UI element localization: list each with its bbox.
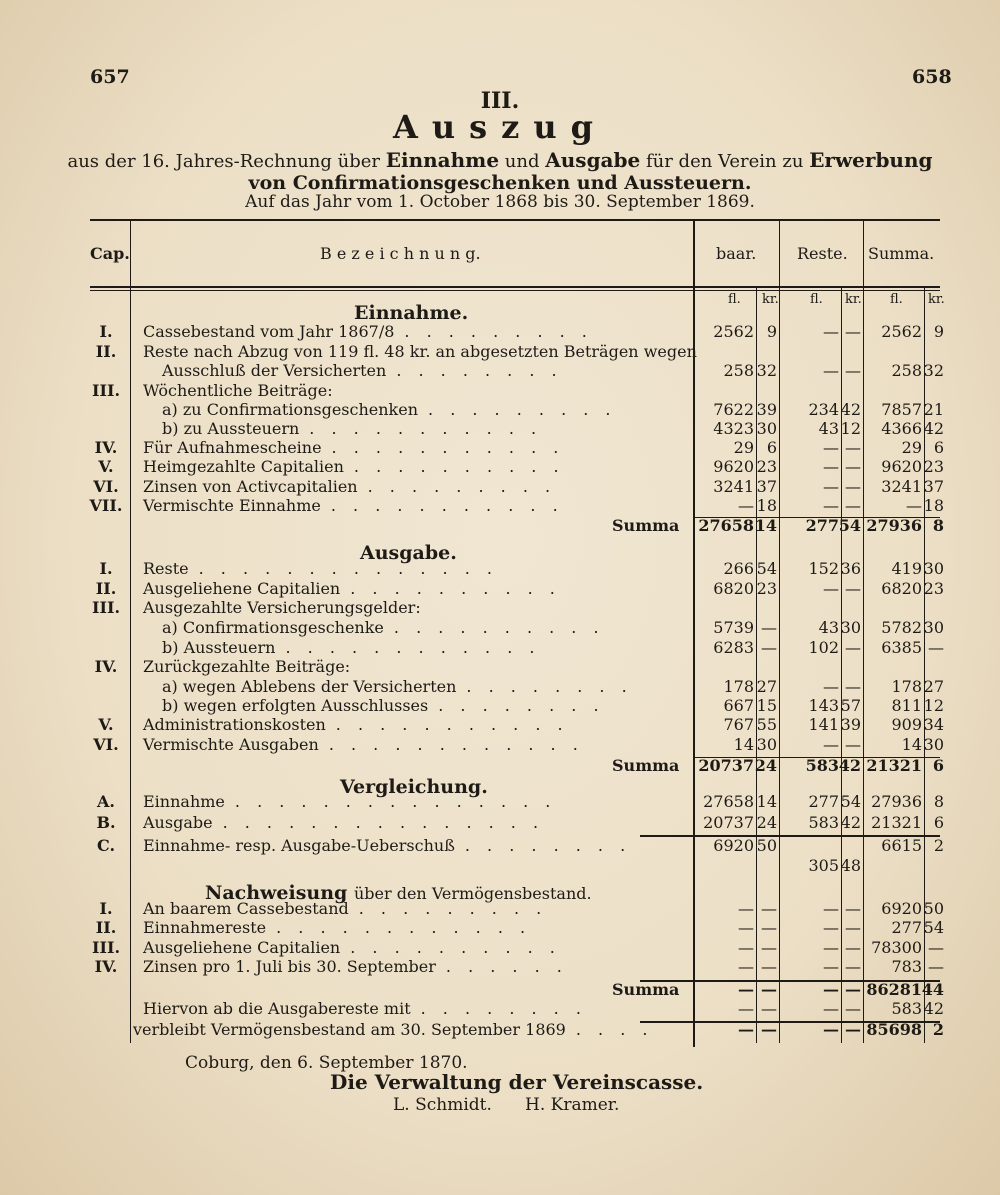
row-leader-dots: . . . . . . . . . . . . [276,918,532,937]
amount-b-fl: 14 [733,735,754,754]
row-leader-dots: . . . . . . . . . . . . . . [198,559,498,578]
amount-r-kr: — [845,496,861,515]
organisation: Die Verwaltung der Vereinscasse. [330,1070,704,1094]
amount-b-kr: 32 [756,361,777,380]
amount-b-kr: — [761,899,777,918]
row-cap: III. [91,938,121,957]
nachweisung-rest: über den Vermögensbestand. [353,884,592,903]
amount-b-kr: 14 [754,516,777,535]
row-label: Cassebestand vom Jahr 1867/8 [143,322,395,341]
amount-b-kr: 55 [756,715,777,734]
unit-baar-kr: kr. [762,292,779,307]
col-line-summa [863,221,864,1043]
amount-s-kr: 8 [932,516,944,535]
amount-r-fl: — [823,899,839,918]
row-leader-dots: . . . . [575,1020,654,1039]
row-label: Ausgeliehene Capitalien [143,579,341,598]
amount-s-fl: 29 [901,438,922,457]
amount-s-kr: 8 [933,792,944,811]
subtitle-line-1 [0,148,1000,172]
amount-r-fl: 102 [808,638,839,657]
unit-baar-fl: fl. [728,292,741,307]
amount-b-fl: 5739 [713,618,754,637]
amount-b-kr: 18 [756,496,777,515]
amount-r-fl: — [823,938,839,957]
amount-r-fl: — [823,980,839,999]
row-label: Wöchentliche Beiträge: [143,381,333,400]
amount-r-kr: 12 [840,419,861,438]
amount-b-kr: 54 [756,559,777,578]
col-line-cap [130,221,131,1043]
amount-s-kr: 54 [923,918,944,937]
amount-s-fl: 4366 [881,419,922,438]
amount-r-kr: — [845,322,861,341]
amount-r-kr: 42 [840,813,861,832]
amount-s-fl: 2562 [881,322,922,341]
amount-b-kr: 24 [754,756,777,775]
amount-b-fl: 3241 [713,477,754,496]
amount-s-fl: 277 [891,918,922,937]
amount-b-fl: — [738,957,754,976]
amount-r-kr: 39 [840,715,861,734]
signature-schmidt: L. Schmidt. [393,1095,492,1115]
amount-r-fl: 234 [808,400,839,419]
amount-s-fl: 6820 [881,579,922,598]
amount-b-fl: 27658 [698,516,754,535]
amount-b-kr: — [761,918,777,937]
amount-s-kr: 50 [923,899,944,918]
amount-b-kr: 9 [766,322,777,341]
place-date: Coburg, den 6. September 1870. [185,1053,468,1073]
amount-b-fl: 7622 [713,400,754,419]
row-label: Reste [143,559,189,578]
amount-s-fl: 9620 [881,457,922,476]
summa-label: Summa [612,516,680,535]
row-leader-dots: . . . . . . . . . . . . . . . [234,792,557,811]
row-label: verbleibt Vermögensbestand am 30. September 1869 [133,1020,566,1039]
row-cap: IV. [94,438,118,457]
row-leader-dots: . . . . . . . . . [358,899,548,918]
amount-b-kr: 30 [756,419,777,438]
amount-b-fl: 6820 [713,579,754,598]
row-label: Hiervon ab die Ausgabereste mit [143,999,411,1018]
row-label: Zinsen pro 1. Juli bis 30. September [143,957,436,976]
row-leader-dots: . . . . . . . . . . . . [328,735,584,754]
row-label: Zinsen von Activcapitalien [143,477,358,496]
signature-kramer: H. Kramer. [525,1095,620,1115]
header-cap: Cap. [90,244,130,263]
amount-r-kr: — [845,999,861,1018]
amount-s-fl: 14 [901,735,922,754]
row-leader-dots: . . . . . . . . . . . . [285,638,541,657]
nachweisung-title: Nachweisung [205,882,348,904]
amount-s-fl: 178 [891,677,922,696]
amount-b-kr: 24 [756,813,777,832]
amount-s-kr: — [928,957,944,976]
amount-b-kr: 39 [756,400,777,419]
row-leader-dots: . . . . . . . . . [404,322,593,341]
amount-r-kr: — [845,579,861,598]
row-leader-dots: . . . . . . . . . . . [335,715,569,734]
amount-r-fl: 43 [818,618,839,637]
summa-label: Summa [612,980,680,999]
unit-reste-kr: kr. [845,292,862,307]
row-cap: IV. [94,957,118,976]
amount-r-kr: 30 [840,618,861,637]
amount-b-kr: 14 [756,792,777,811]
row-cap: I. [99,559,113,578]
row-leader-dots: . . . . . . . . [464,836,632,855]
amount-r-fl: 143 [808,696,839,715]
amount-r-kr: — [845,980,861,999]
amount-s-fl: — [906,496,922,515]
amount-b-kr: — [761,957,777,976]
row-leader-dots: . . . . . . . . . [428,400,617,419]
row-cap: VII. [89,496,123,515]
row-label: b) zu Aussteuern [162,419,300,438]
table-top-rule [90,219,940,221]
amount-s-fl: 27936 [871,792,922,811]
row-leader-dots: . . . . . . . . [438,696,605,715]
amount-r-kr: — [845,361,861,380]
amount-r-fl: — [823,477,839,496]
row-cap: V. [98,715,114,734]
amount-s-kr: 2 [933,836,944,855]
row-cap: II. [95,579,117,598]
row-leader-dots: . . . . . . . . . . [350,579,561,598]
amount-s-fl: 909 [891,715,922,734]
amount-b-fl: 6920 [713,836,754,855]
subtitle-und: und [504,151,540,172]
row-label: a) Confirmationsgeschenke [162,618,384,637]
amount-r-kr: — [845,477,861,496]
row-label: Ausgezahlte Versicherungsgelder: [143,598,421,617]
subtitle-ausgabe: Ausgabe [545,148,641,172]
row-leader-dots: . . . . . . . . [466,677,633,696]
amount-b-kr: 50 [756,836,777,855]
header-bezeichnung: B e z e i c h n u n g. [320,244,481,263]
row-label: b) wegen erfolgten Ausschlusses [162,696,429,715]
amount-r-kr: — [845,457,861,476]
row-cap: A. [97,792,115,811]
unit-summa-kr: kr. [928,292,945,307]
amount-s-kr: 42 [923,999,944,1018]
amount-b-fl: 9620 [713,457,754,476]
amount-r-fl: — [823,496,839,515]
amount-b-fl: — [738,899,754,918]
amount-b-fl: 2562 [713,322,754,341]
amount-s-fl: 258 [891,361,922,380]
row-leader-dots: . . . . . . . . . . . [330,496,564,515]
amount-s-kr: 6 [932,756,944,775]
amount-s-kr: 2 [932,1020,944,1039]
row-leader-dots: . . . . . . . . [420,999,587,1018]
amount-s-fl: 783 [891,957,922,976]
row-label: Vermischte Ausgaben [143,735,319,754]
amount-r-fl: 305 [808,856,839,875]
subtitle-einnahme: Einnahme [385,148,500,172]
amount-s-kr: 21 [923,400,944,419]
amount-r-kr: — [845,438,861,457]
header-rule-2 [90,290,940,291]
amount-b-kr: 6 [766,438,777,457]
page-number-right: 658 [912,66,952,88]
amount-s-fl: 85698 [866,1020,922,1039]
amount-b-fl: 767 [723,715,754,734]
amount-r-fl: — [823,361,839,380]
amount-s-kr: 30 [923,618,944,637]
amount-b-kr: — [761,618,777,637]
amount-s-kr: 42 [923,419,944,438]
amount-s-fl: 6385 [881,638,922,657]
amount-r-fl: 583 [808,813,839,832]
row-cap: C. [96,836,116,855]
row-cap: II. [95,342,117,361]
amount-b-kr: 23 [756,457,777,476]
amount-r-fl: 277 [808,792,839,811]
row-leader-dots: . . . . . . [445,957,568,976]
amount-r-kr: — [845,638,861,657]
amount-b-fl: 667 [723,696,754,715]
subtitle-pre: aus der 16. Jahres-Rechnung über [67,151,381,172]
amount-b-fl: 178 [723,677,754,696]
subtitle-post: für den Verein zu [645,151,804,172]
row-leader-dots: . . . . . . . . . . . [309,419,543,438]
amount-r-fl: 43 [818,419,839,438]
amount-b-fl: 6283 [713,638,754,657]
amount-r-fl: — [823,677,839,696]
row-leader-dots: . . . . . . . . . . [393,618,605,637]
amount-b-kr: 37 [756,477,777,496]
amount-s-fl: 6615 [881,836,922,855]
subtitle-line-2: von Confirmationsgeschenken und Aussteuern. [248,172,752,194]
row-cap: B. [96,813,116,832]
amount-s-kr: 18 [923,496,944,515]
row-label: Für Aufnahmescheine [143,438,322,457]
amount-r-kr: 54 [838,516,861,535]
amount-b-kr: — [761,1020,777,1039]
row-label: Einnahme [143,792,225,811]
header-reste: Reste. [797,244,848,263]
amount-r-kr: — [845,735,861,754]
amount-s-fl: 78300 [871,938,922,957]
amount-s-fl: 583 [891,999,922,1018]
amount-s-fl: 27936 [866,516,922,535]
row-label: Heimgezahlte Capitalien [143,457,344,476]
amount-b-fl: 20737 [698,756,754,775]
amount-s-kr: — [928,938,944,957]
amount-b-fl: 27658 [703,792,754,811]
amount-r-kr: — [845,677,861,696]
amount-r-kr: 36 [840,559,861,578]
amount-r-fl: 583 [805,756,839,775]
amount-r-fl: — [823,322,839,341]
header-rule-1 [90,286,940,288]
amount-r-kr: — [845,938,861,957]
amount-s-kr: 30 [923,735,944,754]
amount-b-fl: — [738,918,754,937]
amount-r-fl: — [823,999,839,1018]
amount-r-fl: — [823,457,839,476]
amount-s-fl: 811 [891,696,922,715]
amount-s-fl: 3241 [881,477,922,496]
row-cap: III. [91,381,121,400]
amount-s-kr: 23 [923,579,944,598]
amount-b-fl: 266 [723,559,754,578]
summa-label: Summa [612,756,680,775]
amount-b-fl: — [738,1020,754,1039]
amount-r-fl: — [823,918,839,937]
amount-r-kr: — [845,957,861,976]
amount-s-fl: 21321 [866,756,922,775]
header-baar: baar. [716,244,757,263]
amount-r-fl: — [823,735,839,754]
amount-r-fl: 141 [808,715,839,734]
amount-s-kr: 23 [923,457,944,476]
row-cap: III. [91,598,121,617]
unit-summa-fl: fl. [890,292,903,307]
amount-s-fl: 419 [891,559,922,578]
amount-s-fl: 21321 [871,813,922,832]
amount-b-kr: — [761,999,777,1018]
amount-r-fl: — [823,438,839,457]
amount-s-fl: 86281 [866,980,922,999]
row-leader-dots: . . . . . . . . . . . . . . . [222,813,545,832]
row-label: Vermischte Einnahme [143,496,321,515]
section-numeral: III. [480,88,520,114]
amount-b-kr: — [761,638,777,657]
amount-s-kr: 6 [933,813,944,832]
amount-s-kr: 37 [923,477,944,496]
row-cap: VI. [93,477,119,496]
page-number-left: 657 [90,66,130,88]
amount-r-fl: 277 [805,516,839,535]
row-label: Einnahmereste [143,918,267,937]
amount-r-kr: — [845,899,861,918]
row-label: Zurückgezahlte Beiträge: [143,657,351,676]
row-cap: I. [99,899,113,918]
amount-r-kr: 42 [838,756,861,775]
amount-b-fl: — [738,999,754,1018]
row-label: b) Aussteuern [162,638,276,657]
amount-b-fl: — [738,496,754,515]
amount-s-fl: 6920 [881,899,922,918]
row-cap: IV. [94,657,118,676]
amount-r-fl: 152 [808,559,839,578]
amount-b-fl: — [738,938,754,957]
row-label: a) wegen Ablebens der Versicherten [162,677,457,696]
amount-s-kr: 27 [923,677,944,696]
row-label: Ausschluß der Versicherten [162,361,387,380]
subtitle-erwerbung: Erwerbung [809,148,933,172]
amount-b-kr: 27 [756,677,777,696]
row-cap: V. [98,457,114,476]
amount-r-kr: 57 [840,696,861,715]
amount-s-kr: 44 [921,980,944,999]
section-ausgabe: Ausgabe. [360,542,457,564]
row-cap: II. [95,918,117,937]
amount-s-kr: 6 [933,438,944,457]
row-label: Reste nach Abzug von 119 fl. 48 kr. an abgesetzten Beträgen wegen [143,342,697,361]
amount-r-kr: 48 [840,856,861,875]
amount-s-kr: 34 [923,715,944,734]
amount-b-kr: 15 [756,696,777,715]
amount-b-fl: 4323 [713,419,754,438]
amount-r-kr: — [845,1020,861,1039]
amount-s-kr: 30 [923,559,944,578]
amount-b-fl: 29 [733,438,754,457]
row-leader-dots: . . . . . . . . . . [350,938,561,957]
amount-r-kr: — [845,918,861,937]
subtitle-line-3: Auf das Jahr vom 1. October 1868 bis 30. September 1869. [245,192,755,212]
amount-b-kr: 30 [756,735,777,754]
amount-r-fl: — [823,579,839,598]
row-leader-dots: . . . . . . . . . . [353,457,565,476]
amount-s-fl: 7857 [881,400,922,419]
amount-b-kr: — [761,980,777,999]
row-label: Ausgabe [143,813,213,832]
col-line-reste [779,221,780,1043]
amount-b-kr: — [761,938,777,957]
row-cap: VI. [93,735,119,754]
amount-b-kr: 23 [756,579,777,598]
row-label: An baarem Cassebestand [143,899,349,918]
unit-reste-fl: fl. [810,292,823,307]
amount-s-kr: 32 [923,361,944,380]
row-leader-dots: . . . . . . . . . [367,477,557,496]
amount-r-kr: 42 [840,400,861,419]
amount-s-kr: — [928,638,944,657]
amount-b-fl: 20737 [703,813,754,832]
amount-r-fl: — [823,957,839,976]
row-leader-dots: . . . . . . . . . . . [331,438,565,457]
page-title: Auszug [393,108,607,146]
row-label: a) zu Confirmationsgeschenken [162,400,419,419]
row-label: Administrationskosten [143,715,326,734]
section-einnahme: Einnahme. [354,302,469,324]
row-cap: I. [99,322,113,341]
row-label: Einnahme- resp. Ausgabe-Ueberschuß [143,836,455,855]
amount-r-kr: 54 [840,792,861,811]
row-label: Ausgeliehene Capitalien [143,938,341,957]
amount-b-fl: — [738,980,754,999]
header-summa: Summa. [868,244,935,263]
amount-b-fl: 258 [723,361,754,380]
amount-r-fl: — [823,1020,839,1039]
amount-s-kr: 12 [923,696,944,715]
row-leader-dots: . . . . . . . . [396,361,563,380]
section-vergleichung: Vergleichung. [340,776,488,798]
amount-s-fl: 5782 [881,618,922,637]
amount-s-kr: 9 [933,322,944,341]
